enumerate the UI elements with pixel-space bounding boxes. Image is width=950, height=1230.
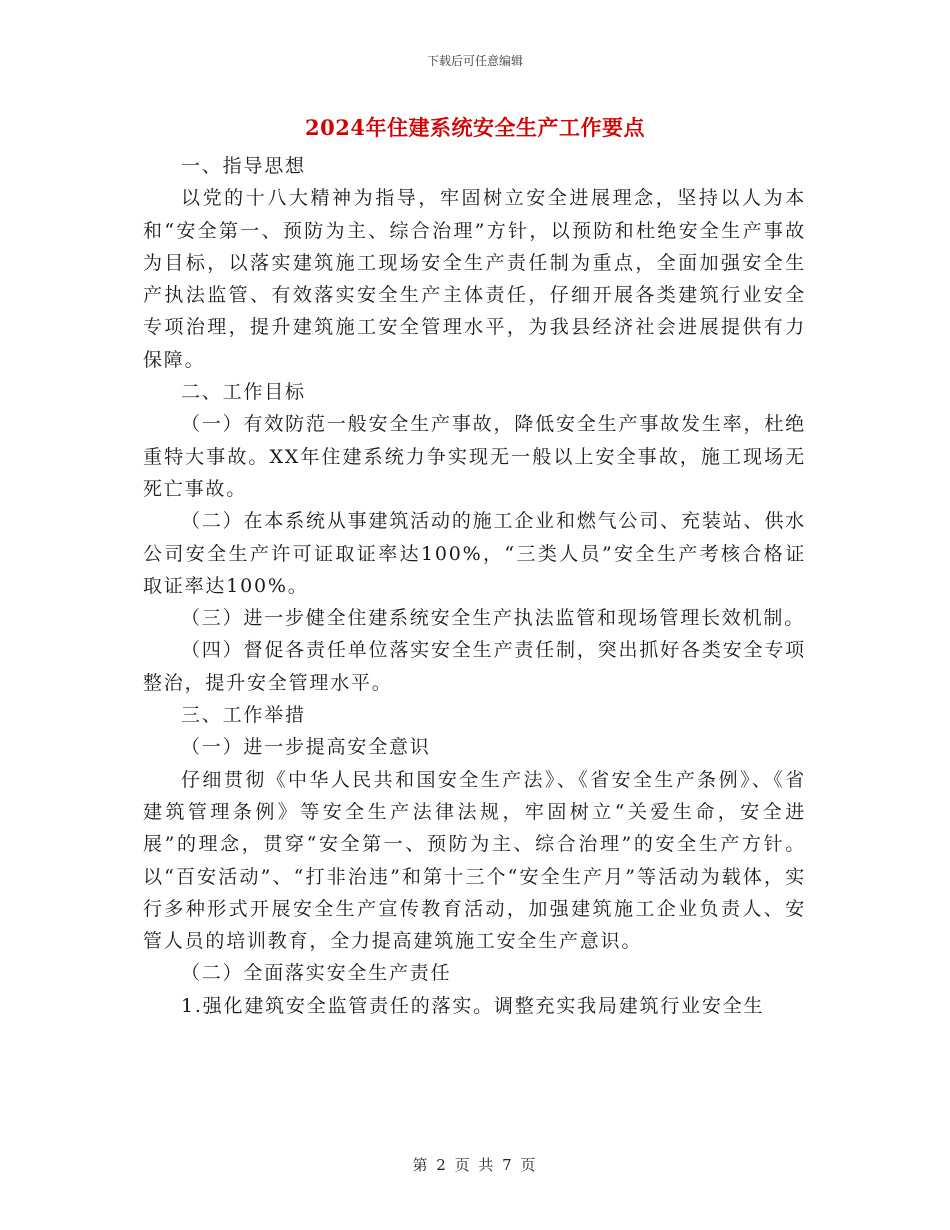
paragraph-goal-4: （四）督促各责任单位落实安全生产责任制，突出抓好各类安全专项整治，提升安全管理水平。 bbox=[143, 639, 806, 694]
section-heading-work-measures: 三、工作举措 bbox=[181, 704, 306, 727]
paragraph-goal-3: （三）进一步健全住建系统安全生产执法监管和现场管理长效机制。 bbox=[181, 607, 806, 630]
paragraph-responsibility-item-1: 1.强化建筑安全监管责任的落实。调整充实我局建筑行业安全生 bbox=[181, 994, 765, 1017]
paragraph-guiding-ideology: 以党的十八大精神为指导，牢固树立安全进展理念，坚持以人为本和“安全第一、预防为主、综合治理”方针，以预防和杜绝安全生产事故为目标，以落实建筑施工现场安全生产责任制为重点，全面加强安全生产执法监管、有效落实安全生产主体责任，仔细开展各类建筑行业安全专项治理，提升建筑施工安全管理水平，为我县经济社会进展提供有力保障。 bbox=[143, 187, 806, 371]
document-title: 2024年住建系统安全生产工作要点 bbox=[305, 115, 645, 140]
section-heading-work-goals: 二、工作目标 bbox=[181, 381, 306, 404]
subheading-safety-responsibility: （二）全面落实安全生产责任 bbox=[181, 962, 452, 985]
subheading-safety-awareness: （一）进一步提高安全意识 bbox=[181, 736, 431, 759]
section-heading-guiding-ideology: 一、指导思想 bbox=[181, 155, 306, 177]
paragraph-goal-2: （二）在本系统从事建筑活动的施工企业和燃气公司、充装站、供水公司安全生产许可证取证率达100%，“三类人员”安全生产考核合格证取证率达100%。 bbox=[143, 510, 806, 597]
paragraph-goal-1: （一）有效防范一般安全生产事故，降低安全生产事故发生率，杜绝重特大事故。XX年住建系统力争实现无一般以上安全事故，施工现场无死亡事故。 bbox=[143, 413, 806, 500]
page-number-footer: 第 2 页 共 7 页 bbox=[412, 1156, 538, 1174]
document-body bbox=[143, 150, 806, 1022]
paragraph-safety-awareness: 仔细贯彻《中华人民共和国安全生产法》、《省安全生产条例》、《省建筑管理条例》等安全生产法律法规，牢固树立“关爱生命，安全进展”的理念，贯穿“安全第一、预防为主、综合治理”的安全生产方针。以“百安活动”、“打非治违”和第十三个“安全生产月”等活动为载体，实行多种形式开展安全生产宣传教育活动，加强建筑施工企业负责人、安管人员的培训教育，全力提高建筑施工安全生产意识。 bbox=[143, 768, 806, 953]
page-header: 下载后可任意编辑 bbox=[426, 54, 523, 68]
